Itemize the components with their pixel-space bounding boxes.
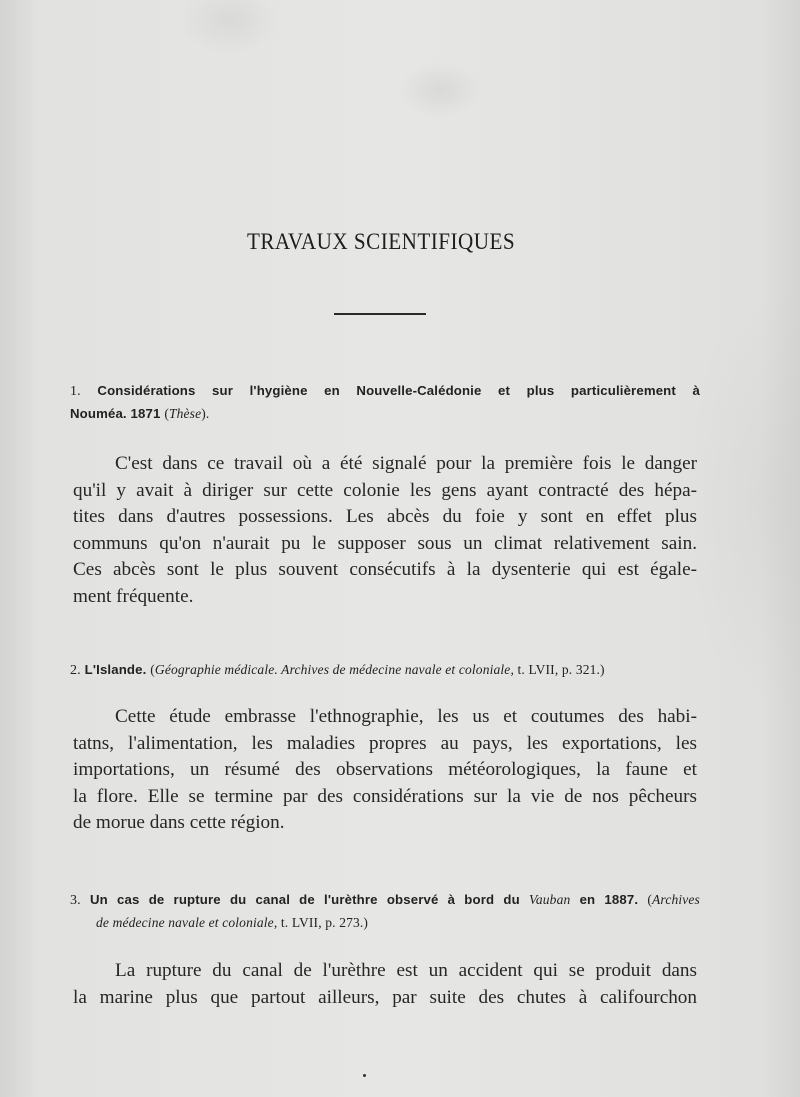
entry-1-body-line: Ces abcès sont le plus souvent consécutifs à la dysenterie qui est égale- <box>73 559 697 580</box>
entry-1-heading-text-1: Considérations sur l'hygiène en Nouvelle-Calédonie et plus particulièrement à <box>97 383 700 398</box>
title-divider <box>334 313 426 315</box>
entry-3-body-line: La rupture du canal de l'urèthre est un accident qui se produit dans <box>115 960 697 981</box>
entry-2-body <box>73 704 697 837</box>
entry-2-heading-text: L'Islande. <box>84 662 147 677</box>
entry-2-body-line: tatns, l'alimentation, les maladies propres au pays, les exportations, les <box>73 732 697 754</box>
entry-3-heading-line-1 <box>70 889 700 912</box>
entry-1-heading-line-1 <box>70 380 700 403</box>
entry-2-body-line: de morue dans cette région. <box>73 812 285 833</box>
entry-1-body-line: C'est dans ce travail où a été signalé pour la première fois le danger <box>115 453 697 474</box>
entry-3-heading-tail: en 1887. <box>579 892 639 907</box>
entry-1-body <box>73 451 697 610</box>
entry-2-citation: (Géographie médicale. Archives de médecine navale et coloniale, t. LVII, p. 321.) <box>150 662 605 677</box>
entry-1-heading-text-2: Nouméa. 1871 <box>70 406 161 421</box>
entry-3-ship-name: Vauban <box>528 892 571 907</box>
entry-1-body-line: communs qu'on n'aurait pu le supposer sous un climat relativement sain. <box>73 532 697 554</box>
entry-2-body-line: importations, un résumé des observations météorologiques, la faune et <box>73 759 697 780</box>
print-speck <box>363 1074 366 1077</box>
entry-3-heading <box>70 889 700 934</box>
entry-2-number: 2. <box>70 663 81 678</box>
entry-2-citation-italic: Géographie médicale. Archives de médecine navale et coloniale, <box>154 662 514 677</box>
page-title: TRAVAUX SCIENTIFIQUES <box>246 229 516 254</box>
entry-1-citation-italic: Thèse <box>168 406 202 421</box>
entry-1-heading <box>70 380 700 425</box>
entry-3-ship-name-wrap <box>529 892 570 907</box>
entry-2-body-line: Cette étude embrasse l'ethnographie, les us et coutumes des habi- <box>115 706 697 727</box>
entry-3-citation-ref: t. LVII, p. 273. <box>280 915 364 930</box>
entry-2-heading <box>70 659 700 682</box>
entry-1-body-line: tites dans d'autres possessions. Les abcès du foie y sont en effet plus <box>73 506 697 527</box>
entry-3-citation-italic-2: de médecine navale et coloniale, <box>96 915 278 930</box>
entry-1-heading-line-2 <box>70 403 700 425</box>
entry-1-body-line: qu'il y avait à diriger sur cette colonie les gens ayant contracté des hépa- <box>73 479 697 501</box>
entry-2-heading-line <box>70 659 700 682</box>
entry-2-body-line: la flore. Elle se termine par des considérations sur la vie de nos pêcheurs <box>73 785 697 807</box>
entry-3-body-line: la marine plus que partout ailleurs, par suite des chutes à califourchon <box>73 986 697 1008</box>
entry-3-citation-open: (Archives <box>647 892 700 907</box>
entry-1-number: 1. <box>70 384 81 399</box>
entry-3-heading-text: Un cas de rupture du canal de l'urèthre observé à bord du <box>90 892 520 907</box>
entry-2-citation-ref: t. LVII, p. 321. <box>517 662 601 677</box>
entry-3-body <box>73 958 697 1011</box>
entry-3-heading-line-2: de médecine navale et coloniale, t. LVII, p. 273.) <box>96 915 369 930</box>
entry-3-number: 3. <box>70 893 81 908</box>
entry-1-body-line: ment fréquente. <box>73 585 194 607</box>
entry-3-citation-italic-1: Archives <box>652 892 700 907</box>
entry-1-citation: (Thèse). <box>164 406 210 421</box>
